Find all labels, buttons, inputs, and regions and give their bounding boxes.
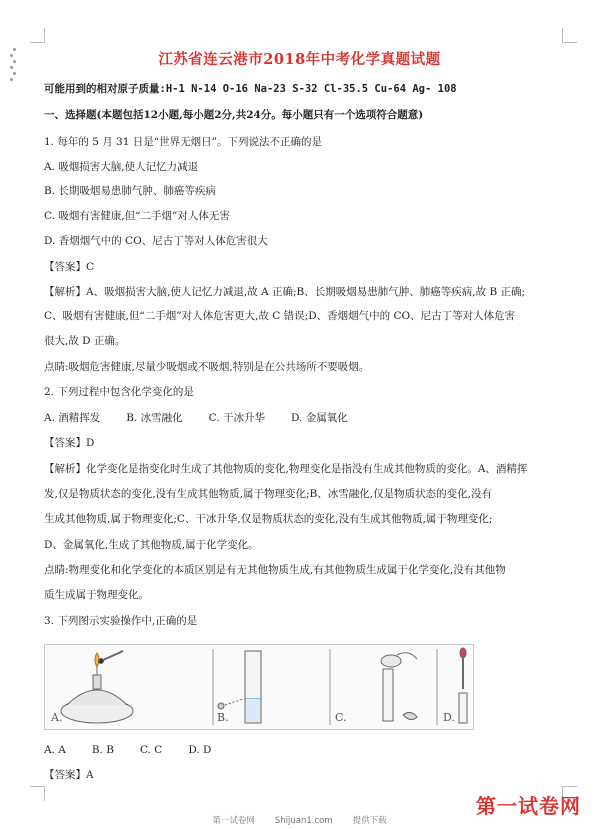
question-2-option-c: C. 干冰升华 <box>208 412 266 424</box>
lab-operation-figure <box>44 644 474 730</box>
question-1-answer: 【答案】C <box>44 261 95 273</box>
figure-label-b: B. <box>217 711 229 724</box>
crop-mark-bottom-left <box>30 786 45 801</box>
question-2-analysis-line: 生成其他物质,属于物理变化;C、干冰升华,仅是物质状态的变化,没有生成其他物质,属于物理变化; <box>44 513 493 525</box>
question-3-option-c: C. C <box>139 744 163 756</box>
question-2-option-d: D. 金属氧化 <box>291 412 348 424</box>
question-1-option-a: A. 吸烟损害大脑,使人记忆力减退 <box>44 161 199 173</box>
question-2-comment-line: 点睛:物理变化和化学变化的本质区别是有无其他物质生成,有其他物质生成属于化学变化,没有其他物 <box>44 564 506 576</box>
question-1-analysis-line: 很大,故 D 正确。 <box>44 335 126 347</box>
question-2-analysis-line: 【解析】化学变化是指变化时生成了其他物质的变化,物理变化是指没有生成其他物质的变化。A、酒精挥 <box>44 463 528 475</box>
question-2-analysis-line: 发,仅是物质状态的变化,没有生成其他物质,属于物理变化;B、冰雪融化,仅是物质状态的变化,没有 <box>44 488 492 500</box>
question-2-answer: 【答案】D <box>44 437 95 449</box>
question-3-option-a: A. A <box>44 744 66 756</box>
question-2-options <box>44 411 374 425</box>
footer-site-url[interactable]: Shijuan1.com <box>274 816 333 826</box>
question-1-analysis-line: 【解析】A、吸烟损害大脑,使人记忆力减退,故 A 正确;B、长期吸烟易患肺气肿、肺癌等疾病,故 B 正确; <box>44 286 526 298</box>
atomic-masses: 可能用到的相对原子质量:H-1 N-14 O-16 Na-23 S-32 Cl-35.5 Cu-64 Ag- 108 <box>44 83 457 95</box>
question-2-analysis-line: D、金属氧化,生成了其他物质,属于化学变化。 <box>44 539 259 551</box>
section-heading: 一、选择题(本题包括12小题,每小题2分,共24分。每小题只有一个选项符合题意) <box>44 109 424 121</box>
crop-mark-top-left <box>30 28 45 43</box>
question-3-option-b: B. B <box>91 744 114 756</box>
footer-download-text: 提供下载 <box>352 816 387 826</box>
alcohol-lamp-image <box>61 651 133 723</box>
page-footer <box>0 814 599 826</box>
question-1-option-d: D. 香烟烟气中的 CO、尼古丁等对人体危害很大 <box>44 235 268 247</box>
question-1-option-c: C. 吸烟有害健康,但“二手烟”对人体无害 <box>44 210 230 222</box>
question-1-stem: 1. 每年的 5 月 31 日是“世界无烟日”。下列说法不正确的是 <box>44 136 322 148</box>
question-2-option-a: A. 酒精挥发 <box>44 412 101 424</box>
figure-label-a: A. <box>51 711 63 724</box>
site-logo: 第一试卷网 <box>476 794 581 818</box>
question-3-answer: 【答案】A <box>44 769 94 781</box>
question-3-stem: 3. 下列图示实验操作中,正确的是 <box>44 615 198 627</box>
question-2-comment-line: 质生成属于物理变化。 <box>44 589 149 601</box>
question-2-option-b: B. 冰雪融化 <box>126 412 183 424</box>
lab-operation-illustration <box>45 645 473 729</box>
figure-label-d: D. <box>443 711 455 724</box>
figure-label-c: C. <box>335 711 347 724</box>
question-1-analysis-line: C、吸烟有害健康,但“二手烟”对人体危害更大,故 C 错误;D、香烟烟气中的 CO、尼古丁等对人体危害 <box>44 310 516 322</box>
question-2-stem: 2. 下列过程中包含化学变化的是 <box>44 386 194 398</box>
question-3-options <box>44 743 237 757</box>
question-3-option-d: D. D <box>188 744 212 756</box>
question-1-comment: 点睛:吸烟危害健康,尽量少吸烟或不吸烟,特别是在公共场所不要吸烟。 <box>44 361 370 373</box>
crop-mark-top-right <box>562 28 577 43</box>
question-1-option-b: B. 长期吸烟易患肺气肿、肺癌等疾病 <box>44 185 216 197</box>
footer-site-name: 第一试卷网 <box>212 816 255 826</box>
page-title: 江苏省连云港市2018年中考化学真题试题 <box>158 51 441 68</box>
